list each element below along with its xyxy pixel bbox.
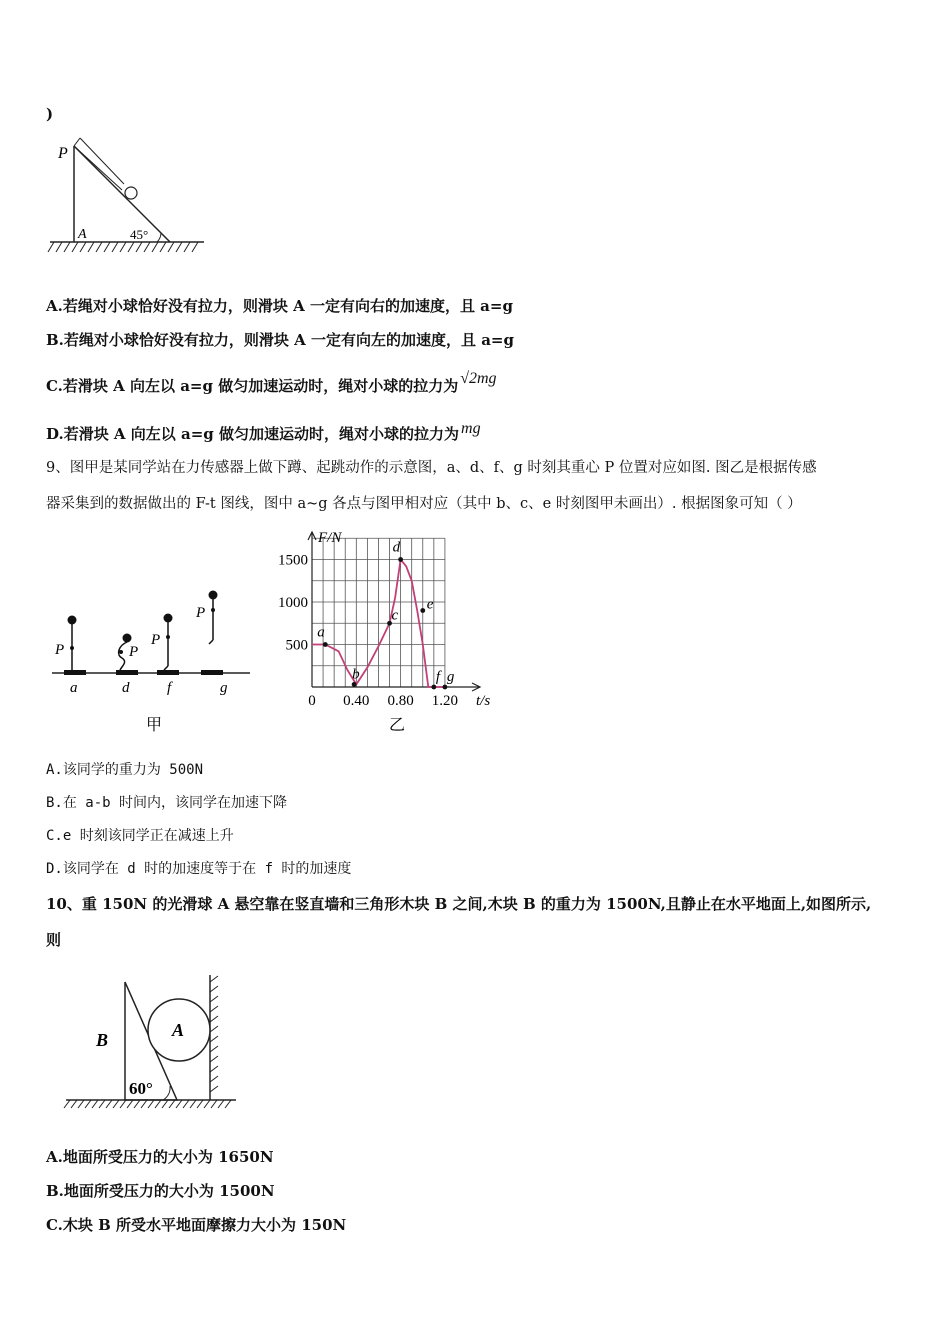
label-f: f (167, 680, 172, 696)
q10-stem-line1: 10、重 150N 的光滑球 A 悬空靠在竖直墙和三角形木块 B 之间,木块 B 的重力为 1500N,且静止在水平地面上,如图所示, (46, 895, 872, 913)
label-a: a (70, 680, 78, 696)
q9-option-d: D.该同学在 d 时的加速度等于在 f 时的加速度 (46, 861, 352, 877)
y-tick-label: 1000 (278, 595, 308, 611)
q8-option-a: A.若绳对小球恰好没有拉力，则滑块 A 一定有向右的加速度，且 a=g (46, 297, 513, 315)
label-b: B (96, 1030, 109, 1050)
q9-stem-line1: 9、图甲是某同学站在力传感器上做下蹲、起跳动作的示意图，a、d、f、g 时刻其重心 P 位置对应如图. 图乙是根据传感 (46, 460, 817, 476)
ball (125, 187, 137, 199)
p-label-f: P (151, 632, 161, 648)
p-label-d: P (129, 644, 139, 660)
p-label-g: P (196, 605, 206, 621)
point-label-g: g (446, 669, 455, 685)
incline-figure (44, 132, 209, 257)
data-point-e (420, 608, 425, 613)
point-label-f: f (435, 669, 441, 685)
q8-option-b: B.若绳对小球恰好没有拉力，则滑块 A 一定有向左的加速度，且 a=g (46, 331, 514, 349)
point-label-b: b (352, 666, 360, 683)
y-tick-label: 1500 (278, 552, 308, 569)
data-point-f (431, 685, 436, 690)
q10-stem-line2: 则 (46, 931, 62, 949)
caption-jia: 甲 (146, 717, 163, 734)
data-point-a (323, 642, 328, 647)
point-label-c: c (391, 607, 399, 624)
data-point-g (443, 685, 448, 690)
y-tick-label: 500 (285, 637, 308, 654)
q9-option-c: C.e 时刻该同学正在减速上升 (46, 828, 234, 844)
q9-stem-line2: 器采集到的数据做出的 F-t 图线，图中 a~g 各点与图甲相对应（其中 b、c、e 时刻图甲未画出）. 根据图象可知（ ） (46, 496, 802, 512)
label-a: A (78, 227, 87, 242)
point-label-d: d (392, 539, 401, 556)
x-axis-label: t/s (476, 693, 491, 709)
angle-label: 60° (129, 1079, 153, 1098)
point-label-e: e (426, 596, 434, 613)
q10-option-a: A.地面所受压力的大小为 1650N (46, 1148, 274, 1166)
squat-figure (50, 580, 255, 735)
label-d: d (122, 680, 130, 696)
label-a: A (172, 1020, 185, 1040)
y-axis-label: F/N (318, 530, 342, 546)
q9-option-b: B.在 a-b 时间内，该同学在加速下降 (46, 795, 288, 811)
caption-yi: 乙 (389, 717, 406, 734)
x-tick-label: 0.40 (343, 693, 370, 709)
q8-option-d-text: D.若滑块 A 向左以 a=g 做匀加速运动时，绳对小球的拉力为 (46, 425, 460, 443)
q9-option-a: A.该同学的重力为 500N (46, 762, 204, 778)
q8-option-d-formula: mg (461, 420, 481, 437)
data-point-d (398, 557, 403, 562)
angle-label: 45° (130, 227, 149, 242)
f-t-chart (262, 520, 512, 738)
fragment-paren: ) (46, 105, 54, 123)
q10-option-c: C.木块 B 所受水平地面摩擦力大小为 150N (46, 1216, 347, 1234)
p-label-a: P (55, 642, 65, 658)
q10-option-b: B.地面所受压力的大小为 1500N (46, 1182, 275, 1200)
point-label-a: a (317, 624, 325, 641)
wedge-ball-figure (62, 970, 242, 1118)
label-g: g (220, 680, 228, 696)
label-p: P (58, 145, 68, 162)
x-tick-label: 0 (308, 693, 316, 709)
x-tick-label: 0.80 (387, 693, 414, 709)
q8-option-c-text: C.若滑块 A 向左以 a=g 做匀加速运动时，绳对小球的拉力为 (46, 377, 459, 395)
q8-option-c (46, 370, 497, 397)
x-tick-label: 1.20 (431, 693, 459, 709)
data-point-b (352, 682, 357, 687)
q8-option-d (46, 420, 481, 445)
q8-option-c-formula: √2mg (460, 370, 497, 387)
